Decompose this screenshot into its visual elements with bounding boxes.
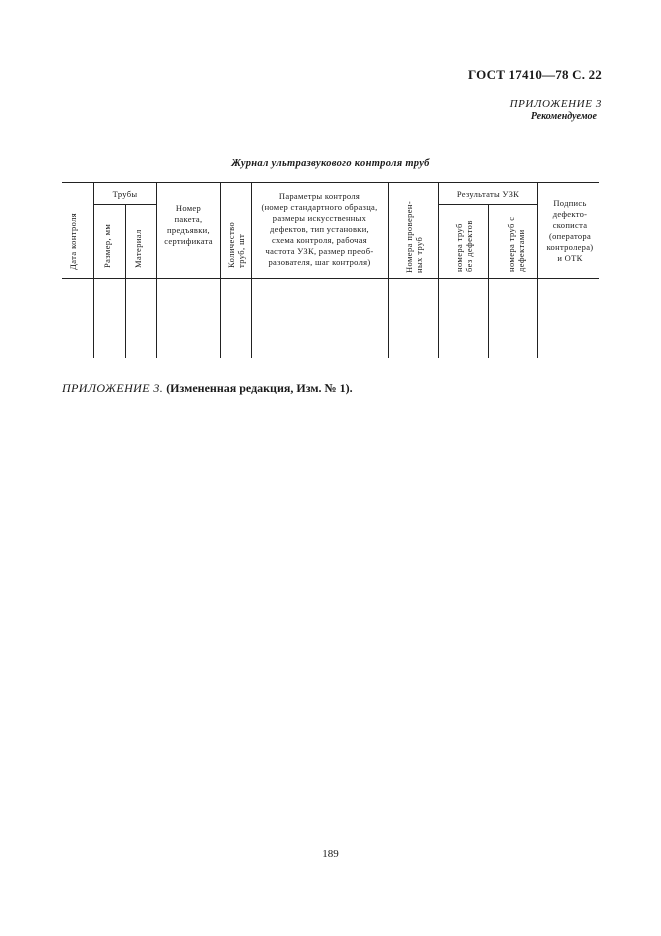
col-pipes-group-header: Трубы	[112, 189, 138, 199]
col-size-header: Размер, мм	[102, 223, 112, 268]
col-no-defects-header-line2: без дефектов	[464, 220, 474, 272]
col-params-header: Параметры контроля (номер стандартного образца, размеры искусственных дефектов, тип установки, схема контроля, рабочая частота УЗК, размер преоб- разователя, шаг контроля)	[261, 191, 378, 267]
document-reference: ГОСТ 17410—78 С. 22	[468, 67, 602, 82]
col-quantity-header-line2: труб, шт	[236, 233, 246, 268]
col-package-header: Номер пакета, предъявки, сертификата	[164, 203, 213, 246]
col-no-defects-header-line1: номера труб	[454, 223, 464, 272]
table-title: Журнал ультразвукового контроля труб	[231, 158, 430, 169]
col-with-defects-header-line2: дефектами	[516, 229, 526, 272]
col-date-header: Дата контроля	[68, 212, 78, 270]
col-material-header: Материал	[133, 229, 143, 268]
col-checked-header-line1: Номера проверен-	[404, 200, 414, 273]
col-checked-header-line2: ных труб	[414, 236, 424, 273]
amendment-note	[62, 381, 353, 396]
col-signature-header: Подпись дефекто- скописта (оператора контролера) и ОТК	[546, 198, 594, 263]
recommended-label: Рекомендуемое	[530, 111, 597, 122]
col-results-group-header: Результаты УЗК	[456, 189, 520, 199]
col-with-defects-header-line1: номера труб с	[506, 216, 516, 272]
col-quantity-header-line1: Количество	[226, 221, 236, 268]
amendment-note-edition: (Измененная редакция, Изм. № 1).	[166, 381, 353, 395]
page-number: 189	[322, 848, 339, 860]
appendix-label: ПРИЛОЖЕНИЕ 3	[509, 98, 602, 110]
amendment-note-appendix: ПРИЛОЖЕНИЕ 3.	[62, 381, 164, 395]
